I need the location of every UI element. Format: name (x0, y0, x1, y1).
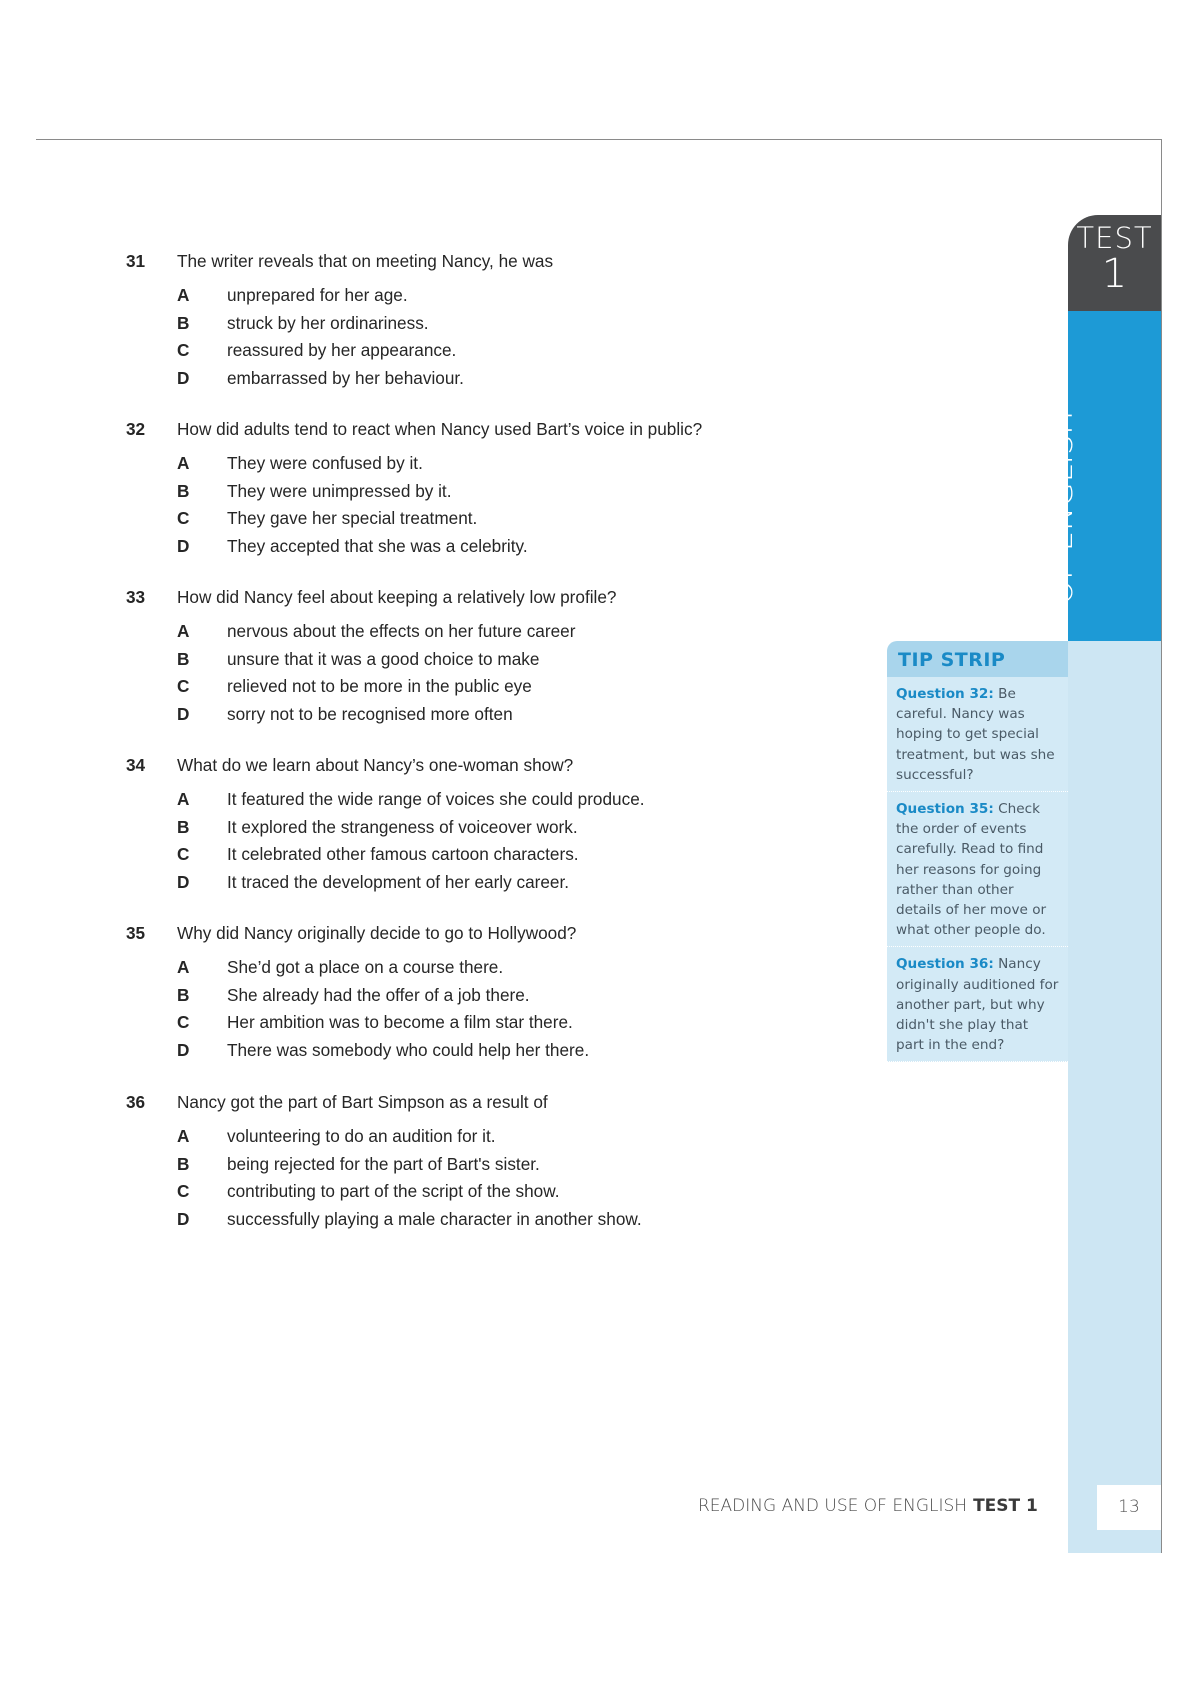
option-letter: C (177, 844, 190, 865)
tip-label: Question 36: (896, 956, 994, 973)
option-text: reassured by her appearance. (227, 340, 457, 361)
option-letter: C (177, 676, 190, 697)
test-label: TEST (1076, 221, 1153, 255)
option-text: embarrassed by her behaviour. (227, 367, 464, 388)
option-text: It explored the strangeness of voiceover work. (227, 816, 578, 837)
option-letter: A (177, 1126, 190, 1146)
option-letter: C (177, 1181, 190, 1202)
tip-label: Question 35: (896, 801, 994, 818)
option-letter: C (177, 340, 190, 361)
tip-item (887, 792, 1068, 947)
question-stem: The writer reveals that on meeting Nancy, he was (177, 251, 554, 271)
option-letter: D (177, 1039, 190, 1060)
option-text: It celebrated other famous cartoon characters. (227, 844, 579, 865)
option-text: Her ambition was to become a film star there. (227, 1012, 573, 1033)
page-footer (698, 1496, 1038, 1516)
option-text: They were unimpressed by it. (227, 480, 452, 501)
option-letter: B (177, 648, 190, 669)
option-text: sorry not to be recognised more often (227, 703, 513, 724)
tip-text: Check the order of events carefully. Read to find her reasons for going rather than other details of her move or what other people do. (896, 801, 1047, 939)
option-letter: A (177, 453, 190, 473)
option-text: being rejected for the part of Bart's sister. (227, 1153, 540, 1174)
option-letter: D (177, 367, 190, 388)
option-letter: A (177, 621, 190, 641)
option-letter: D (177, 1208, 190, 1229)
tip-item (887, 677, 1068, 792)
question-stem: What do we learn about Nancy’s one-woman show? (177, 755, 574, 775)
tip-strip (887, 641, 1068, 1062)
option-letter: D (177, 535, 190, 556)
option-text: There was somebody who could help her there. (227, 1039, 590, 1060)
option-text: They accepted that she was a celebrity. (227, 535, 528, 556)
option-text: It traced the development of her early career. (227, 871, 570, 892)
tip-text: Be careful. Nancy was hoping to get special treatment, but was she successful? (896, 686, 1055, 783)
option-letter: A (177, 789, 190, 809)
option-letter: C (177, 508, 190, 529)
question-number: 34 (126, 755, 146, 775)
option-letter: A (177, 285, 190, 305)
footer-section: READING AND USE OF ENGLISH (698, 1496, 968, 1516)
test-tab (1068, 215, 1161, 311)
question-number: 31 (126, 251, 146, 271)
option-text: She already had the offer of a job there. (227, 984, 530, 1005)
side-strip (1068, 640, 1161, 1553)
page-number: 13 (1097, 1485, 1161, 1530)
question-stem: How did adults tend to react when Nancy used Bart’s voice in public? (177, 419, 703, 439)
right-rule (1161, 139, 1162, 1553)
option-letter: D (177, 703, 190, 724)
top-rule (36, 139, 1162, 140)
question-stem: Why did Nancy originally decide to go to Hollywood? (177, 923, 577, 943)
question-number: 35 (126, 923, 146, 943)
option-letter: B (177, 984, 190, 1005)
tip-strip-title: TIP STRIP (887, 641, 1068, 677)
option-text: contributing to part of the script of the show. (227, 1181, 560, 1202)
question-number: 32 (126, 419, 146, 439)
option-letter: C (177, 1012, 190, 1033)
option-letter: B (177, 480, 190, 501)
option-text: nervous about the effects on her future career (227, 621, 576, 641)
option-text: It featured the wide range of voices she could produce. (227, 789, 645, 809)
test-number: 1 (1101, 251, 1128, 297)
section-title (1009, 305, 1083, 605)
option-text: relieved not to be more in the public eye (227, 676, 532, 697)
option-letter: B (177, 816, 190, 837)
option-letter: B (177, 1153, 190, 1174)
question-stem: How did Nancy feel about keeping a relatively low profile? (177, 587, 617, 607)
option-text: volunteering to do an audition for it. (227, 1126, 496, 1146)
section-title-line2: OF ENGLISH (1042, 410, 1080, 605)
option-letter: B (177, 312, 190, 333)
option-text: They were confused by it. (227, 453, 423, 473)
footer-test: TEST 1 (973, 1496, 1038, 1516)
option-letter: D (177, 871, 190, 892)
tip-item (887, 947, 1068, 1062)
option-text: struck by her ordinariness. (227, 312, 429, 333)
tip-text: Nancy originally auditioned for another part, but why didn't she play that part in the end? (896, 956, 1059, 1054)
option-text: unprepared for her age. (227, 285, 408, 305)
question-number: 33 (126, 587, 146, 607)
option-letter: A (177, 957, 190, 977)
question-stem: Nancy got the part of Bart Simpson as a result of (177, 1092, 548, 1112)
section-title-line1: READING AND USE (1007, 303, 1045, 605)
option-text: They gave her special treatment. (227, 508, 478, 529)
question-number: 36 (126, 1092, 146, 1112)
option-text: successfully playing a male character in another show. (227, 1208, 642, 1229)
option-text: unsure that it was a good choice to make (227, 648, 540, 669)
option-text: She’d got a place on a course there. (227, 957, 504, 977)
tip-label: Question 32: (896, 686, 994, 702)
